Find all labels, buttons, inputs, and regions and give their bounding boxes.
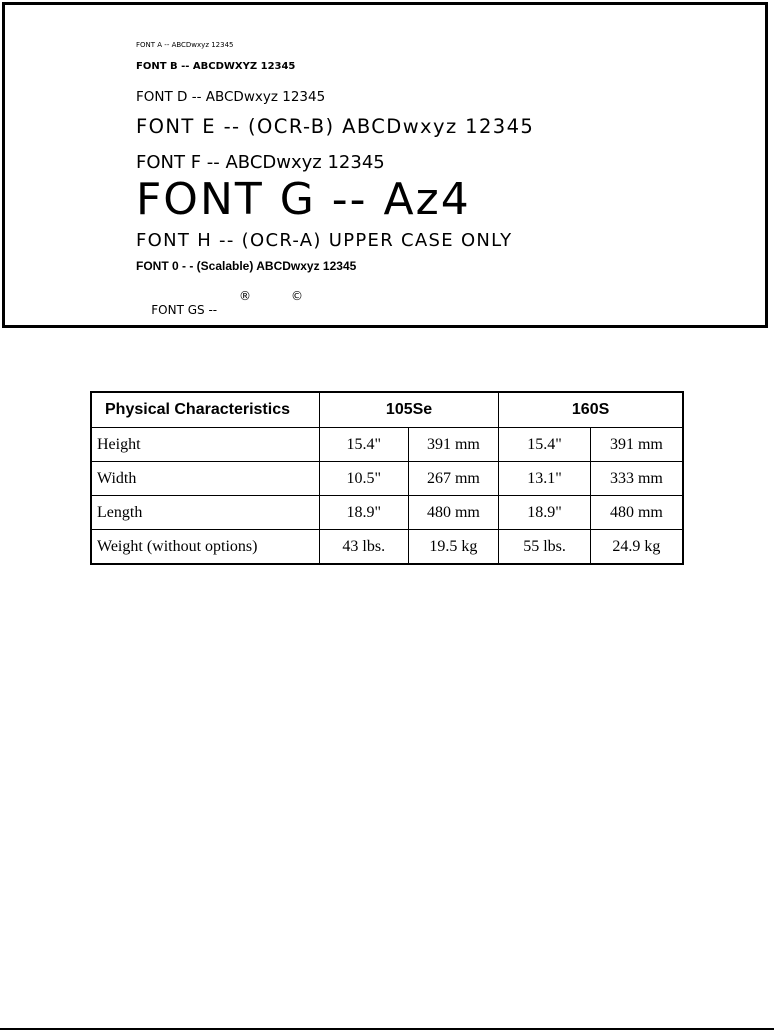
row-label: Width	[91, 462, 319, 496]
font-e-sample: FONT E -- (OCR-B) ABCDwxyz 12345	[136, 115, 535, 138]
physical-characteristics-table	[90, 391, 684, 565]
cell-105se-imperial: 43 lbs.	[319, 530, 408, 565]
cell-160s-metric: 480 mm	[590, 496, 683, 530]
header-model-160s: 160S	[499, 392, 683, 428]
cell-160s-metric: 333 mm	[590, 462, 683, 496]
cell-105se-metric: 19.5 kg	[408, 530, 499, 565]
font-h-sample: FONT H -- (OCR-A) UPPER CASE ONLY	[136, 230, 513, 251]
registered-symbol: ®	[239, 289, 251, 303]
table-row	[91, 428, 683, 462]
header-physical-characteristics: Physical Characteristics	[91, 392, 319, 428]
font-gs-sample	[136, 289, 303, 359]
cell-160s-imperial: 13.1"	[499, 462, 591, 496]
cell-105se-metric: 480 mm	[408, 496, 499, 530]
cell-160s-metric: 391 mm	[590, 428, 683, 462]
row-label: Height	[91, 428, 319, 462]
font-b-sample: FONT B -- ABCDWXYZ 12345	[136, 61, 296, 72]
cell-160s-metric: 24.9 kg	[590, 530, 683, 565]
cell-105se-imperial: 18.9"	[319, 496, 408, 530]
cell-105se-imperial: 15.4"	[319, 428, 408, 462]
font-gs-label: FONT GS --	[151, 303, 218, 317]
font-f-sample: FONT F -- ABCDwxyz 12345	[136, 152, 385, 173]
copyright-symbol: ©	[291, 289, 303, 303]
row-label: Length	[91, 496, 319, 530]
table-row	[91, 530, 683, 565]
header-model-105se: 105Se	[319, 392, 498, 428]
table-header-row	[91, 392, 683, 428]
font-a-sample: FONT A -- ABCDwxyz 12345	[136, 41, 234, 49]
cell-105se-imperial: 10.5"	[319, 462, 408, 496]
font-0-sample: FONT 0 - - (Scalable) ABCDwxyz 12345	[136, 259, 357, 273]
font-samples-box	[2, 2, 768, 328]
row-label: Weight (without options)	[91, 530, 319, 565]
cell-160s-imperial: 18.9"	[499, 496, 591, 530]
font-d-sample: FONT D -- ABCDwxyz 12345	[136, 89, 326, 105]
font-g-sample: FONT G -- Az4	[136, 174, 471, 225]
cell-105se-metric: 267 mm	[408, 462, 499, 496]
bottom-rule	[0, 1028, 774, 1030]
table-row	[91, 496, 683, 530]
table-row	[91, 462, 683, 496]
cell-160s-imperial: 15.4"	[499, 428, 591, 462]
cell-160s-imperial: 55 lbs.	[499, 530, 591, 565]
cell-105se-metric: 391 mm	[408, 428, 499, 462]
